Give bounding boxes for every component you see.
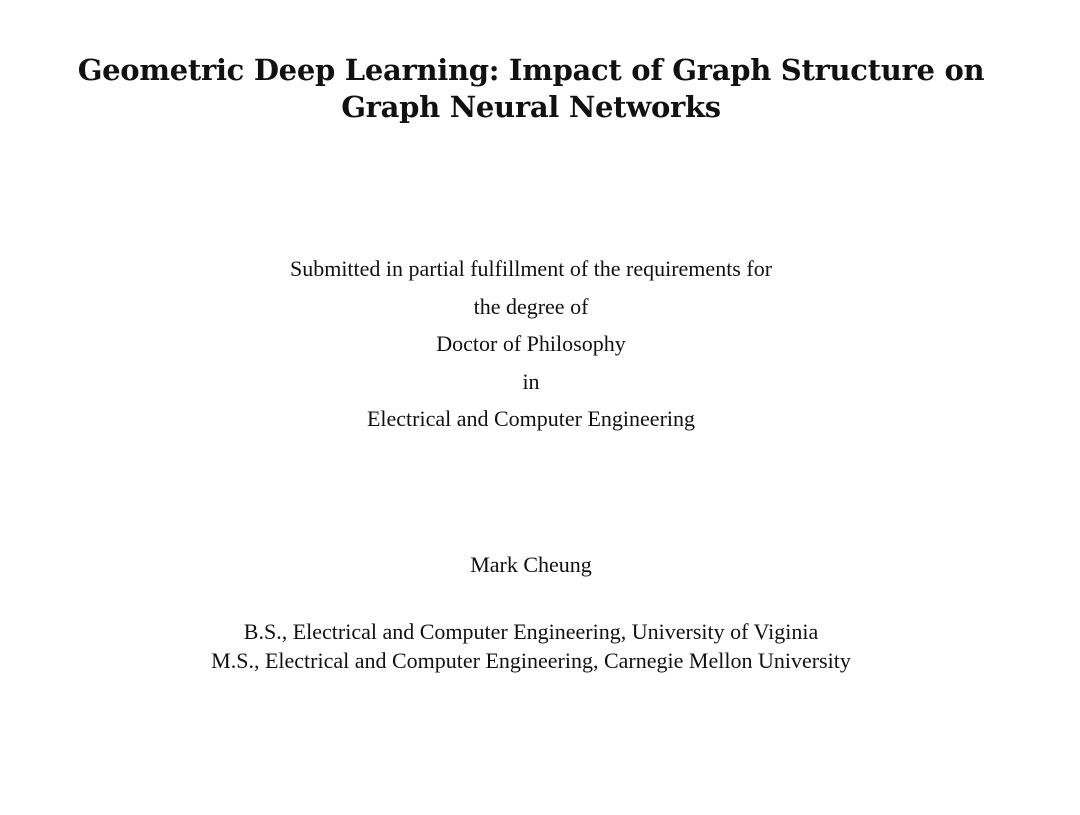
thesis-title-line-1: Geometric Deep Learning: Impact of Graph Structure on <box>77 53 985 87</box>
degree-name: Doctor of Philosophy <box>436 331 626 356</box>
degree-field: Electrical and Computer Engineering <box>366 406 696 431</box>
thesis-title-line-2: Graph Neural Networks <box>341 90 721 124</box>
submission-line-1: Submitted in partial fulfillment of the requirements for <box>289 256 773 281</box>
degree-connector: in <box>522 368 540 394</box>
prior-degree-ms: M.S., Electrical and Computer Engineering, Carnegie Mellon University <box>211 648 851 673</box>
prior-degree-bs: B.S., Electrical and Computer Engineering, University of Viginia <box>243 619 819 644</box>
thesis-title <box>0 52 1062 126</box>
submission-statement <box>0 250 1062 438</box>
prior-degrees <box>0 617 1062 675</box>
submission-line-2: the degree of <box>473 293 589 319</box>
author-name: Mark Cheung <box>470 552 592 577</box>
